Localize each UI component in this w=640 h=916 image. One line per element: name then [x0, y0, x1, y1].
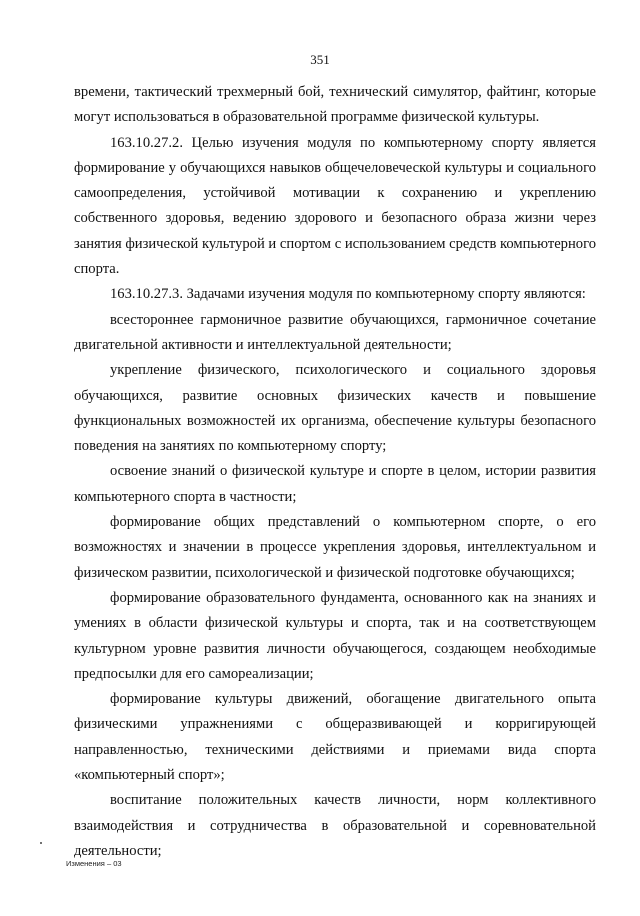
task-item: формирование культуры движений, обогащение двигательного опыта физическими упражнениями с общеразвивающей и корригирующей направленностью, техническими действиями и приемами вида спорта «компьютерный спорт»;: [74, 691, 596, 784]
page-footer: Изменения – 03: [66, 859, 122, 868]
paragraph-continuation: времени, тактический трехмерный бой, технический симулятор, файтинг, которые могут использоваться в образовательной программе физической культуры.: [74, 84, 596, 126]
page-number: 351: [310, 52, 330, 67]
task-item: всестороннее гармоничное развитие обучающихся, гармоничное сочетание двигательной активности и интеллектуальной деятельности;: [74, 311, 596, 353]
task-item: освоение знаний о физической культуре и спорте в целом, истории развития компьютерного спорта в частности;: [74, 463, 596, 505]
paragraph-tasks-heading: 163.10.27.3. Задачами изучения модуля по компьютерному спорту являются:: [110, 286, 586, 303]
task-item: укрепление физического, психологического и социального здоровья обучающихся, развитие основных физических качеств и повышение функциональных возможностей их организма, обеспечение культуры безопасного поведения на занятиях по компьютерному спорту;: [74, 362, 596, 455]
task-item: формирование общих представлений о компьютерном спорте, о его возможностях и значении в процессе укрепления здоровья, интеллектуальном и физическом развитии, психологической и физической подготовке обучающихся;: [74, 514, 596, 581]
task-item: воспитание положительных качеств личности, норм коллективного взаимодействия и сотрудничества в образовательной и соревновательной деятельности;: [74, 792, 596, 859]
task-item: формирование образовательного фундамента, основанного как на знаниях и умениях в области физической культуры и спорта, так и на соответствующем культурном уровне развития личности обучающегося, создающем необходимые предпосылки для его самореализации;: [74, 589, 596, 682]
scan-artifact: [40, 842, 42, 844]
paragraph-goal: 163.10.27.2. Целью изучения модуля по компьютерному спорту является формирование у обучающихся навыков общечеловеческой культуры и социального самоопределения, устойчивой мотивации к сохранению и укреплению собственного здоровья, ведению здорового и безопасного образа жизни через занятия физической культурой и спортом с использованием средств компьютерного спорта.: [74, 134, 596, 278]
document-body: [74, 80, 596, 864]
